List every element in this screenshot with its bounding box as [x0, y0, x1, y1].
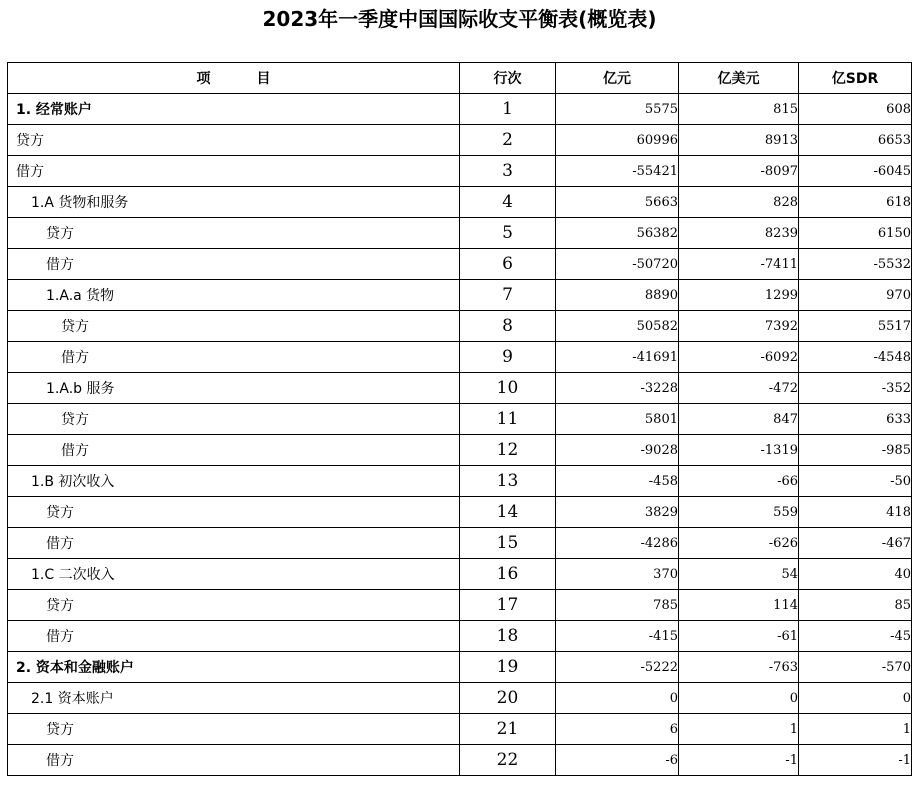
value-cny: -5222: [556, 652, 679, 683]
header-cny: 亿元: [556, 63, 679, 94]
row-item-label: 1.A.a 货物: [8, 280, 460, 311]
value-cny: 3829: [556, 497, 679, 528]
value-usd: 54: [679, 559, 799, 590]
table-row: [8, 435, 912, 466]
value-sdr: 418: [799, 497, 912, 528]
value-usd: -66: [679, 466, 799, 497]
row-item-label: 贷方: [8, 497, 460, 528]
row-item-label: 1. 经常账户: [8, 94, 460, 125]
row-number: 1: [460, 94, 556, 125]
value-sdr: 6150: [799, 218, 912, 249]
value-sdr: 40: [799, 559, 912, 590]
table-row: [8, 125, 912, 156]
table-row: [8, 497, 912, 528]
table-row: [8, 466, 912, 497]
value-usd: 1: [679, 714, 799, 745]
table-body: [8, 94, 912, 776]
value-sdr: 1: [799, 714, 912, 745]
value-usd: -6092: [679, 342, 799, 373]
header-row-number: 行次: [460, 63, 556, 94]
value-cny: -9028: [556, 435, 679, 466]
value-cny: 6: [556, 714, 679, 745]
row-item-label: 贷方: [8, 125, 460, 156]
value-cny: 56382: [556, 218, 679, 249]
value-usd: -7411: [679, 249, 799, 280]
value-usd: 559: [679, 497, 799, 528]
row-item-label: 借方: [8, 745, 460, 776]
value-cny: 5575: [556, 94, 679, 125]
row-number: 14: [460, 497, 556, 528]
row-number: 20: [460, 683, 556, 714]
row-number: 21: [460, 714, 556, 745]
header-usd: 亿美元: [679, 63, 799, 94]
value-cny: -4286: [556, 528, 679, 559]
value-cny: 8890: [556, 280, 679, 311]
row-number: 9: [460, 342, 556, 373]
value-cny: -50720: [556, 249, 679, 280]
value-cny: -55421: [556, 156, 679, 187]
row-item-label: 借方: [8, 156, 460, 187]
row-number: 17: [460, 590, 556, 621]
value-sdr: -5532: [799, 249, 912, 280]
row-item-label: 贷方: [8, 311, 460, 342]
row-item-label: 借方: [8, 621, 460, 652]
value-cny: 5663: [556, 187, 679, 218]
table-header-row: [8, 63, 912, 94]
value-usd: -1: [679, 745, 799, 776]
value-usd: 7392: [679, 311, 799, 342]
value-sdr: 6653: [799, 125, 912, 156]
row-item-label: 贷方: [8, 590, 460, 621]
row-number: 6: [460, 249, 556, 280]
row-number: 11: [460, 404, 556, 435]
value-sdr: 85: [799, 590, 912, 621]
value-sdr: -4548: [799, 342, 912, 373]
table-row: [8, 342, 912, 373]
row-item-label: 2.1 资本账户: [8, 683, 460, 714]
row-item-label: 1.C 二次收入: [8, 559, 460, 590]
value-cny: -3228: [556, 373, 679, 404]
header-sdr: 亿SDR: [799, 63, 912, 94]
table-row: [8, 559, 912, 590]
row-number: 2: [460, 125, 556, 156]
row-number: 16: [460, 559, 556, 590]
value-sdr: -570: [799, 652, 912, 683]
value-cny: 785: [556, 590, 679, 621]
table-row: [8, 590, 912, 621]
value-sdr: 608: [799, 94, 912, 125]
value-usd: 114: [679, 590, 799, 621]
table-row: [8, 652, 912, 683]
value-sdr: 5517: [799, 311, 912, 342]
row-number: 5: [460, 218, 556, 249]
row-item-label: 借方: [8, 528, 460, 559]
row-item-label: 1.A.b 服务: [8, 373, 460, 404]
row-item-label: 1.A 货物和服务: [8, 187, 460, 218]
value-cny: -415: [556, 621, 679, 652]
value-cny: 0: [556, 683, 679, 714]
value-sdr: -985: [799, 435, 912, 466]
value-cny: -458: [556, 466, 679, 497]
table-row: [8, 156, 912, 187]
row-number: 22: [460, 745, 556, 776]
value-sdr: -352: [799, 373, 912, 404]
header-item: [8, 63, 460, 94]
table-row: [8, 249, 912, 280]
value-sdr: -45: [799, 621, 912, 652]
header-item-part1: 项: [196, 71, 211, 87]
value-usd: -1319: [679, 435, 799, 466]
row-number: 18: [460, 621, 556, 652]
value-usd: 1299: [679, 280, 799, 311]
row-number: 15: [460, 528, 556, 559]
row-number: 12: [460, 435, 556, 466]
row-item-label: 2. 资本和金融账户: [8, 652, 460, 683]
value-sdr: -6045: [799, 156, 912, 187]
header-item-part2: 目: [256, 71, 271, 87]
table-row: [8, 528, 912, 559]
row-item-label: 贷方: [8, 714, 460, 745]
value-sdr: 970: [799, 280, 912, 311]
value-usd: 815: [679, 94, 799, 125]
value-usd: -626: [679, 528, 799, 559]
value-usd: -472: [679, 373, 799, 404]
row-item-label: 借方: [8, 249, 460, 280]
page-title: 2023年一季度中国国际收支平衡表(概览表): [262, 7, 657, 31]
row-number: 10: [460, 373, 556, 404]
value-cny: -41691: [556, 342, 679, 373]
value-sdr: 0: [799, 683, 912, 714]
value-usd: 8913: [679, 125, 799, 156]
table-row: [8, 311, 912, 342]
row-number: 4: [460, 187, 556, 218]
row-number: 19: [460, 652, 556, 683]
value-sdr: -50: [799, 466, 912, 497]
value-cny: 50582: [556, 311, 679, 342]
value-usd: 8239: [679, 218, 799, 249]
value-usd: -8097: [679, 156, 799, 187]
table-row: [8, 683, 912, 714]
table-row: [8, 187, 912, 218]
table-row: [8, 745, 912, 776]
value-usd: -61: [679, 621, 799, 652]
value-usd: 828: [679, 187, 799, 218]
value-sdr: -1: [799, 745, 912, 776]
value-cny: 5801: [556, 404, 679, 435]
value-cny: 370: [556, 559, 679, 590]
value-sdr: 618: [799, 187, 912, 218]
table-row: [8, 280, 912, 311]
table-row: [8, 218, 912, 249]
value-usd: -763: [679, 652, 799, 683]
row-number: 3: [460, 156, 556, 187]
value-cny: -6: [556, 745, 679, 776]
row-number: 8: [460, 311, 556, 342]
row-item-label: 贷方: [8, 404, 460, 435]
row-item-label: 借方: [8, 435, 460, 466]
row-item-label: 贷方: [8, 218, 460, 249]
table-row: [8, 714, 912, 745]
value-sdr: 633: [799, 404, 912, 435]
value-usd: 847: [679, 404, 799, 435]
table-row: [8, 373, 912, 404]
row-number: 7: [460, 280, 556, 311]
value-cny: 60996: [556, 125, 679, 156]
value-usd: 0: [679, 683, 799, 714]
table-row: [8, 621, 912, 652]
table-row: [8, 94, 912, 125]
row-number: 13: [460, 466, 556, 497]
balance-of-payments-table: [7, 62, 912, 776]
row-item-label: 1.B 初次收入: [8, 466, 460, 497]
value-sdr: -467: [799, 528, 912, 559]
row-item-label: 借方: [8, 342, 460, 373]
table-row: [8, 404, 912, 435]
